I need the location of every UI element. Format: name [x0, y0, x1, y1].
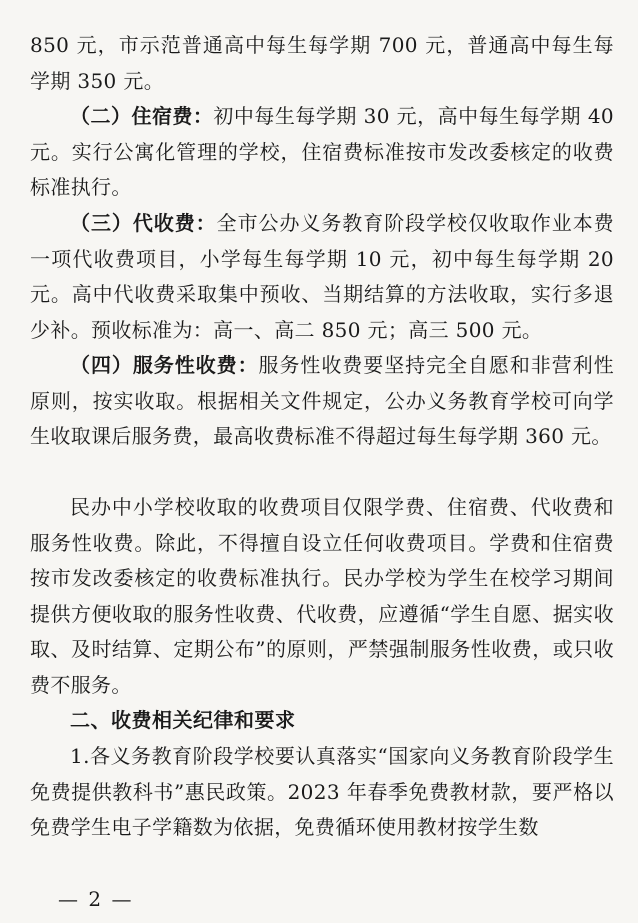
paragraph-private-schools — [30, 490, 614, 703]
paragraph-tuition-continued — [30, 28, 614, 99]
paragraph-service-fee — [30, 348, 614, 455]
paragraph-text: 服务性收费要坚持完全自愿和非营利性原则，按实收取。根据相关文件规定，公办义务教育学校可向学生收取课后服务费，最高收费标准不得超过每生每学期 360 元。 — [30, 353, 614, 448]
section-heading: 二、收费相关纪律和要求 — [70, 708, 296, 732]
section-label: （三）代收费： — [70, 211, 217, 235]
paragraph-text: 全市公办义务教育阶段学校仅收取作业本费一项代收费项目，小学每生每学期 10 元，初中每生每学期 20 元。高中代收费采取集中预收、当期结算的方法收取，实行多退少补。预收标准为：高一、高二 850 元；高三 500 元。 — [30, 211, 614, 342]
page-number: — 2 — — [58, 887, 134, 911]
paragraph-text: 1.各义务教育阶段学校要认真落实“国家向义务教育阶段学生免费提供教科书”惠民政策。2023 年春季免费教材款，要严格以免费学生电子学籍数为依据，免费循环使用教材按学生数 — [30, 744, 614, 839]
section-label: （四）服务性收费： — [70, 353, 259, 377]
paragraph-accommodation-fee — [30, 99, 614, 206]
paragraph-text: 初中每生每学期 30 元，高中每生每学期 40 元。实行公寓化管理的学校，住宿费标准按市发改委核定的收费标准执行。 — [30, 104, 614, 199]
paragraph-text: 850 元，市示范普通高中每生每学期 700 元，普通高中每生每学期 350 元。 — [30, 33, 614, 93]
paragraph-free-textbooks — [30, 739, 614, 846]
section-label: （二）住宿费： — [70, 104, 214, 128]
paragraph-collection-fee — [30, 206, 614, 348]
paragraph-text: 民办中小学校收取的收费项目仅限学费、住宿费、代收费和服务性收费。除此，不得擅自设立任何收费项目。学费和住宿费按市发改委核定的收费标准执行。民办学校为学生在校学习期间提供方便收取的服务性收费、代收费，应遵循“学生自愿、据实收取、及时结算、定期公布”的原则，严禁强制服务性收费，或只收费不服务。 — [30, 495, 614, 697]
